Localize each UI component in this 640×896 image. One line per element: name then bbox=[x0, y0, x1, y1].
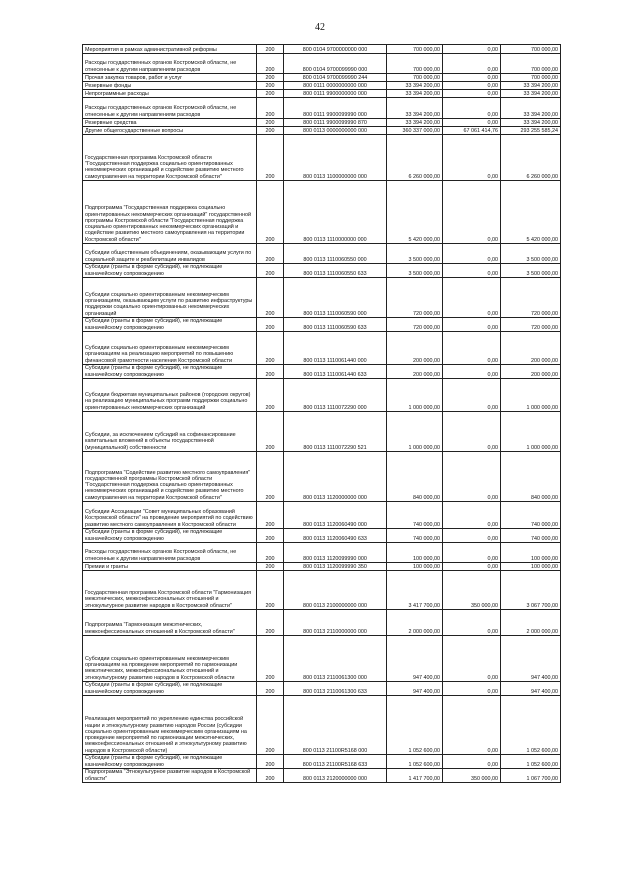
row-name-cell: Субсидии социально ориентированным некоммерческим организациям на реализацию мероприятий по повышению финансовой грамотности населения Костромской области bbox=[83, 332, 257, 365]
row-total-cell: 293 255 585,24 bbox=[501, 127, 561, 135]
row-classification-cell: 800 0113 21100R5168 000 bbox=[284, 696, 387, 755]
row-code-cell: 200 bbox=[257, 135, 284, 181]
row-classification-cell: 800 0111 9900000000 000 bbox=[284, 90, 387, 98]
table-row bbox=[83, 127, 561, 135]
table-row bbox=[83, 755, 561, 769]
row-code-cell: 200 bbox=[257, 244, 284, 264]
table-row bbox=[83, 135, 561, 181]
table-row bbox=[83, 696, 561, 755]
row-total-cell: 6 260 000,00 bbox=[501, 135, 561, 181]
row-name-cell: Субсидии бюджетам муниципальных районов (городских округов) на реализацию муниципальных программ поддержки социально ориентированных некоммерческих организаций bbox=[83, 379, 257, 412]
row-classification-cell: 800 0111 9900099990 000 bbox=[284, 98, 387, 119]
row-total-cell: 100 000,00 bbox=[501, 543, 561, 563]
row-total-cell: 200 000,00 bbox=[501, 365, 561, 379]
row-total-cell: 740 000,00 bbox=[501, 529, 561, 543]
row-amount-cell: 740 000,00 bbox=[387, 502, 443, 529]
row-total-cell: 740 000,00 bbox=[501, 502, 561, 529]
row-change-cell: 0,00 bbox=[443, 755, 501, 769]
row-code-cell: 200 bbox=[257, 54, 284, 74]
budget-table bbox=[82, 44, 561, 783]
row-code-cell: 200 bbox=[257, 98, 284, 119]
row-amount-cell: 3 417 700,00 bbox=[387, 571, 443, 610]
row-name-cell: Подпрограмма "Содействие развитию местного самоуправления" государственной программы Костромской области "Государственная поддержка социально ориентированных некоммерческих организаций и содействие развитию местного самоуправления на территории Костромской области" bbox=[83, 452, 257, 502]
row-name-cell: Резервные фонды bbox=[83, 82, 257, 90]
row-code-cell: 200 bbox=[257, 571, 284, 610]
table-row bbox=[83, 452, 561, 502]
table-row bbox=[83, 636, 561, 682]
row-change-cell: 0,00 bbox=[443, 244, 501, 264]
row-code-cell: 200 bbox=[257, 452, 284, 502]
row-classification-cell: 800 0104 9700099990 000 bbox=[284, 54, 387, 74]
row-change-cell: 0,00 bbox=[443, 119, 501, 127]
row-classification-cell: 800 0113 1110060590 000 bbox=[284, 278, 387, 318]
row-total-cell: 5 420 000,00 bbox=[501, 181, 561, 244]
row-code-cell: 200 bbox=[257, 412, 284, 452]
row-classification-cell: 800 0113 1100000000 000 bbox=[284, 135, 387, 181]
table-row bbox=[83, 54, 561, 74]
row-name-cell: Субсидии (гранты в форме субсидий), не подлежащие казначейскому сопровождению bbox=[83, 365, 257, 379]
row-name-cell: Подпрограмма "Гармонизация межэтнических, межконфессиональных отношений в Костромской области" bbox=[83, 610, 257, 636]
row-classification-cell: 800 0104 9700099990 244 bbox=[284, 74, 387, 82]
table-row bbox=[83, 365, 561, 379]
row-total-cell: 100 000,00 bbox=[501, 563, 561, 571]
row-code-cell: 200 bbox=[257, 278, 284, 318]
row-code-cell: 200 bbox=[257, 610, 284, 636]
row-amount-cell: 740 000,00 bbox=[387, 529, 443, 543]
row-code-cell: 200 bbox=[257, 502, 284, 529]
row-total-cell: 720 000,00 bbox=[501, 278, 561, 318]
row-amount-cell: 100 000,00 bbox=[387, 563, 443, 571]
table-row bbox=[83, 502, 561, 529]
row-amount-cell: 1 052 600,00 bbox=[387, 696, 443, 755]
row-amount-cell: 33 394 200,00 bbox=[387, 90, 443, 98]
row-code-cell: 200 bbox=[257, 563, 284, 571]
row-code-cell: 200 bbox=[257, 74, 284, 82]
row-code-cell: 200 bbox=[257, 119, 284, 127]
row-total-cell: 700 000,00 bbox=[501, 74, 561, 82]
row-total-cell: 2 000 000,00 bbox=[501, 610, 561, 636]
row-amount-cell: 3 500 000,00 bbox=[387, 244, 443, 264]
row-amount-cell: 2 000 000,00 bbox=[387, 610, 443, 636]
row-total-cell: 3 500 000,00 bbox=[501, 244, 561, 264]
row-code-cell: 200 bbox=[257, 682, 284, 696]
row-amount-cell: 947 400,00 bbox=[387, 682, 443, 696]
row-name-cell: Субсидии Ассоциации "Совет муниципальных образований Костромской области" на проведение мероприятий по содействию развитию местного самоуправления в Костромской области bbox=[83, 502, 257, 529]
row-amount-cell: 700 000,00 bbox=[387, 54, 443, 74]
row-change-cell: 0,00 bbox=[443, 135, 501, 181]
row-code-cell: 200 bbox=[257, 332, 284, 365]
row-name-cell: Реализация мероприятий по укреплению единства российской нации и этнокультурному развитию народов России (субсидии социально ориентированным некоммерческим организациям на проведение мероприятий по гармонизации межэтнических, межконфессиональных отношений и этнокультурному развитию народов в Костромской области) bbox=[83, 696, 257, 755]
row-name-cell: Прочая закупка товаров, работ и услуг bbox=[83, 74, 257, 82]
row-amount-cell: 200 000,00 bbox=[387, 332, 443, 365]
row-classification-cell: 800 0113 2100000000 000 bbox=[284, 571, 387, 610]
table-row bbox=[83, 563, 561, 571]
table-row bbox=[83, 82, 561, 90]
row-classification-cell: 800 0111 0000000000 000 bbox=[284, 82, 387, 90]
row-amount-cell: 3 500 000,00 bbox=[387, 264, 443, 278]
row-name-cell: Мероприятия в рамках административной реформы bbox=[83, 45, 257, 54]
row-change-cell: 67 061 414,76 bbox=[443, 127, 501, 135]
row-amount-cell: 840 000,00 bbox=[387, 452, 443, 502]
table-row bbox=[83, 682, 561, 696]
row-classification-cell: 800 0111 9900099990 870 bbox=[284, 119, 387, 127]
row-name-cell: Расходы государственных органов Костромской области, не отнесенные к другим направлениям расходов bbox=[83, 98, 257, 119]
row-classification-cell: 800 0113 21100R5168 633 bbox=[284, 755, 387, 769]
row-name-cell: Субсидии (гранты в форме субсидий), не подлежащие казначейскому сопровождению bbox=[83, 264, 257, 278]
row-total-cell: 947 400,00 bbox=[501, 682, 561, 696]
row-change-cell: 0,00 bbox=[443, 452, 501, 502]
table-row bbox=[83, 278, 561, 318]
row-total-cell: 720 000,00 bbox=[501, 318, 561, 332]
row-classification-cell: 800 0113 1110072290 000 bbox=[284, 379, 387, 412]
row-total-cell: 33 394 200,00 bbox=[501, 82, 561, 90]
row-name-cell: Подпрограмма "Государственная поддержка социально ориентированных некоммерческих организаций" государственной программы Костромской области "Государственная поддержка социально ориентированных некоммерческих организаций и содействие развитию местного самоуправления на территории Костромской области" bbox=[83, 181, 257, 244]
row-classification-cell: 800 0113 0000000000 000 bbox=[284, 127, 387, 135]
row-name-cell: Субсидии (гранты в форме субсидий), не подлежащие казначейскому сопровождению bbox=[83, 529, 257, 543]
row-total-cell: 1 052 600,00 bbox=[501, 755, 561, 769]
row-code-cell: 200 bbox=[257, 264, 284, 278]
row-classification-cell: 800 0113 2110061300 633 bbox=[284, 682, 387, 696]
page-number: 42 bbox=[315, 22, 325, 33]
row-code-cell: 200 bbox=[257, 543, 284, 563]
row-change-cell: 0,00 bbox=[443, 74, 501, 82]
row-classification-cell: 800 0113 1110061440 633 bbox=[284, 365, 387, 379]
row-amount-cell: 1 000 000,00 bbox=[387, 379, 443, 412]
row-total-cell: 3 067 700,00 bbox=[501, 571, 561, 610]
row-total-cell: 33 394 200,00 bbox=[501, 119, 561, 127]
row-total-cell: 33 394 200,00 bbox=[501, 98, 561, 119]
row-amount-cell: 1 000 000,00 bbox=[387, 412, 443, 452]
row-code-cell: 200 bbox=[257, 318, 284, 332]
row-code-cell: 200 bbox=[257, 90, 284, 98]
row-code-cell: 200 bbox=[257, 755, 284, 769]
row-amount-cell: 33 394 200,00 bbox=[387, 82, 443, 90]
row-amount-cell: 720 000,00 bbox=[387, 278, 443, 318]
row-classification-cell: 800 0113 1120060490 633 bbox=[284, 529, 387, 543]
row-name-cell: Резервные средства bbox=[83, 119, 257, 127]
table-row bbox=[83, 45, 561, 54]
row-change-cell: 0,00 bbox=[443, 502, 501, 529]
row-code-cell: 200 bbox=[257, 529, 284, 543]
row-classification-cell: 800 0113 1110060590 633 bbox=[284, 318, 387, 332]
row-amount-cell: 720 000,00 bbox=[387, 318, 443, 332]
row-name-cell: Непрограммные расходы bbox=[83, 90, 257, 98]
budget-table-body bbox=[83, 45, 561, 783]
row-change-cell: 0,00 bbox=[443, 696, 501, 755]
table-row bbox=[83, 543, 561, 563]
row-total-cell: 33 394 200,00 bbox=[501, 90, 561, 98]
row-name-cell: Расходы государственных органов Костромской области, не отнесенные к другим направлениям расходов bbox=[83, 543, 257, 563]
row-amount-cell: 6 260 000,00 bbox=[387, 135, 443, 181]
row-total-cell: 1 000 000,00 bbox=[501, 412, 561, 452]
row-amount-cell: 947 400,00 bbox=[387, 636, 443, 682]
row-change-cell: 0,00 bbox=[443, 45, 501, 54]
row-change-cell: 0,00 bbox=[443, 332, 501, 365]
row-amount-cell: 1 417 700,00 bbox=[387, 769, 443, 783]
table-row bbox=[83, 769, 561, 783]
row-name-cell: Подпрограмма "Этнокультурное развитие народов в Костромской области" bbox=[83, 769, 257, 783]
row-name-cell: Субсидии, за исключением субсидий на софинансирование капитальных вложений в объекты государственной (муниципальной) собственности bbox=[83, 412, 257, 452]
row-total-cell: 1 067 700,00 bbox=[501, 769, 561, 783]
table-row bbox=[83, 90, 561, 98]
row-change-cell: 0,00 bbox=[443, 98, 501, 119]
row-classification-cell: 800 0113 1110072290 521 bbox=[284, 412, 387, 452]
row-amount-cell: 700 000,00 bbox=[387, 74, 443, 82]
row-change-cell: 0,00 bbox=[443, 264, 501, 278]
row-change-cell: 350 000,00 bbox=[443, 571, 501, 610]
row-code-cell: 200 bbox=[257, 181, 284, 244]
table-row bbox=[83, 529, 561, 543]
row-amount-cell: 1 052 600,00 bbox=[387, 755, 443, 769]
row-amount-cell: 33 394 200,00 bbox=[387, 119, 443, 127]
row-name-cell: Другие общегосударственные вопросы bbox=[83, 127, 257, 135]
row-name-cell: Премии и гранты bbox=[83, 563, 257, 571]
row-change-cell: 0,00 bbox=[443, 563, 501, 571]
row-total-cell: 840 000,00 bbox=[501, 452, 561, 502]
row-classification-cell: 800 0113 1110060550 633 bbox=[284, 264, 387, 278]
row-total-cell: 947 400,00 bbox=[501, 636, 561, 682]
row-total-cell: 3 500 000,00 bbox=[501, 264, 561, 278]
row-change-cell: 0,00 bbox=[443, 181, 501, 244]
row-name-cell: Расходы государственных органов Костромской области, не отнесенные к другим направлениям расходов bbox=[83, 54, 257, 74]
row-amount-cell: 5 420 000,00 bbox=[387, 181, 443, 244]
row-code-cell: 200 bbox=[257, 45, 284, 54]
row-classification-cell: 800 0113 1110061440 000 bbox=[284, 332, 387, 365]
row-total-cell: 700 000,00 bbox=[501, 54, 561, 74]
table-row bbox=[83, 74, 561, 82]
row-amount-cell: 33 394 200,00 bbox=[387, 98, 443, 119]
row-change-cell: 0,00 bbox=[443, 529, 501, 543]
table-row bbox=[83, 332, 561, 365]
row-change-cell: 0,00 bbox=[443, 543, 501, 563]
row-change-cell: 0,00 bbox=[443, 379, 501, 412]
row-classification-cell: 800 0113 2120000000 000 bbox=[284, 769, 387, 783]
row-total-cell: 700 000,00 bbox=[501, 45, 561, 54]
row-name-cell: Государственная программа Костромской области "Государственная поддержка социально ориентированных некоммерческих организаций и содействие развитию местного самоуправления на территории Костромской области" bbox=[83, 135, 257, 181]
row-amount-cell: 700 000,00 bbox=[387, 45, 443, 54]
table-row bbox=[83, 98, 561, 119]
row-code-cell: 200 bbox=[257, 636, 284, 682]
table-row bbox=[83, 244, 561, 264]
row-amount-cell: 360 337 000,00 bbox=[387, 127, 443, 135]
row-change-cell: 0,00 bbox=[443, 318, 501, 332]
row-change-cell: 0,00 bbox=[443, 278, 501, 318]
table-row bbox=[83, 571, 561, 610]
table-row bbox=[83, 412, 561, 452]
row-code-cell: 200 bbox=[257, 379, 284, 412]
row-total-cell: 1 000 000,00 bbox=[501, 379, 561, 412]
row-change-cell: 0,00 bbox=[443, 682, 501, 696]
table-row bbox=[83, 264, 561, 278]
row-classification-cell: 800 0113 1110000000 000 bbox=[284, 181, 387, 244]
row-classification-cell: 800 0113 1110060550 000 bbox=[284, 244, 387, 264]
row-name-cell: Субсидии социально ориентированным некоммерческим организациям, оказывающим услуги по развитию инфраструктуры поддержки социально ориентированных некоммерческих организаций bbox=[83, 278, 257, 318]
table-row bbox=[83, 119, 561, 127]
table-row bbox=[83, 318, 561, 332]
row-change-cell: 0,00 bbox=[443, 90, 501, 98]
row-classification-cell: 800 0113 1120099990 350 bbox=[284, 563, 387, 571]
row-change-cell: 0,00 bbox=[443, 610, 501, 636]
row-code-cell: 200 bbox=[257, 127, 284, 135]
table-row bbox=[83, 181, 561, 244]
row-amount-cell: 100 000,00 bbox=[387, 543, 443, 563]
row-classification-cell: 800 0113 2110000000 000 bbox=[284, 610, 387, 636]
table-row bbox=[83, 379, 561, 412]
row-name-cell: Государственная программа Костромской области "Гармонизация межэтнических, межконфессиональных отношений и этнокультурное развитие народов в Костромской области" bbox=[83, 571, 257, 610]
row-code-cell: 200 bbox=[257, 696, 284, 755]
row-name-cell: Субсидии (гранты в форме субсидий), не подлежащие казначейскому сопровождению bbox=[83, 755, 257, 769]
row-classification-cell: 800 0113 2110061300 000 bbox=[284, 636, 387, 682]
row-classification-cell: 800 0113 1120099990 000 bbox=[284, 543, 387, 563]
row-total-cell: 200 000,00 bbox=[501, 332, 561, 365]
row-change-cell: 0,00 bbox=[443, 54, 501, 74]
row-change-cell: 0,00 bbox=[443, 365, 501, 379]
row-name-cell: Субсидии (гранты в форме субсидий), не подлежащие казначейскому сопровождению bbox=[83, 318, 257, 332]
row-total-cell: 1 052 600,00 bbox=[501, 696, 561, 755]
row-name-cell: Субсидии общественным объединениям, оказывающим услуги по социальной защите и реабилитации инвалидов bbox=[83, 244, 257, 264]
row-name-cell: Субсидии социально ориентированным некоммерческим организациям на проведение мероприятий по гармонизации межэтнических, межконфессиональных отношений и этнокультурному развитию народов в Костромской области bbox=[83, 636, 257, 682]
row-code-cell: 200 bbox=[257, 82, 284, 90]
row-classification-cell: 800 0113 1120060490 000 bbox=[284, 502, 387, 529]
row-code-cell: 200 bbox=[257, 769, 284, 783]
row-change-cell: 0,00 bbox=[443, 412, 501, 452]
row-classification-cell: 800 0104 9700000000 000 bbox=[284, 45, 387, 54]
row-change-cell: 0,00 bbox=[443, 636, 501, 682]
row-change-cell: 350 000,00 bbox=[443, 769, 501, 783]
row-code-cell: 200 bbox=[257, 365, 284, 379]
row-amount-cell: 200 000,00 bbox=[387, 365, 443, 379]
row-name-cell: Субсидии (гранты в форме субсидий), не подлежащие казначейскому сопровождению bbox=[83, 682, 257, 696]
row-change-cell: 0,00 bbox=[443, 82, 501, 90]
table-row bbox=[83, 610, 561, 636]
row-classification-cell: 800 0113 1120000000 000 bbox=[284, 452, 387, 502]
